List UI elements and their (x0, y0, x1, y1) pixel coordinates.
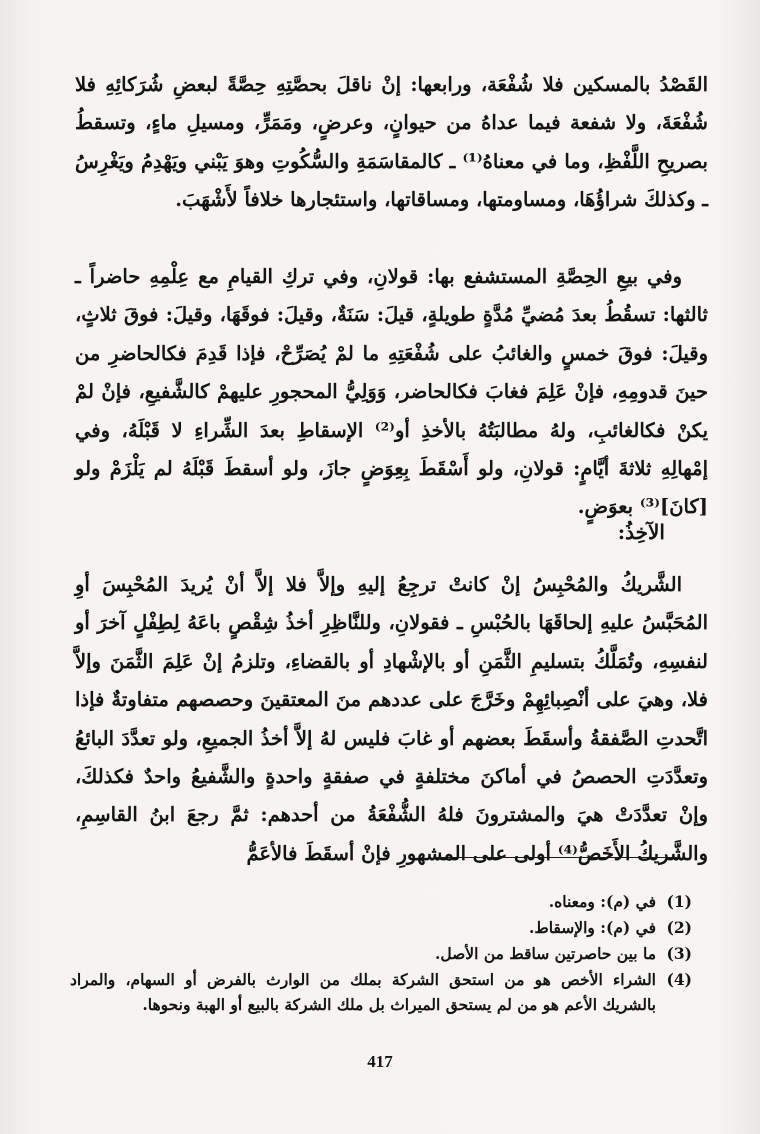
footnote-number: (3) (666, 944, 692, 963)
paragraph-3 (75, 566, 708, 873)
paragraph-1-text: القَصْدُ بالمسكين فلا شُفْعَة، ورابعها: إنْ ناقلَ بحصَّتِهِ حِصَّةً لبعضِ شُرَكائِهِ فلا شُفْعَةَ، ولا شفعة فيما عداهُ من حيوانٍ، وعرضٍ، ومَمَرٍّ، ومسيلِ ماءٍ، وتسقطُ بصريحِ اللَّفْظِ، وما في معناهُ⁽¹⁾ ـ كالمقاسَمَةِ والسُّكُوتِ وهوَ يَبْني ويَهْدِمُ ويَغْرِسُ ـ وكذلكَ شراؤُهَا، ومساومتها، ومساقاتها، واستئجارها خلافاً لأَشْهَبَ. (75, 73, 708, 212)
footnotes (70, 890, 692, 1019)
footnote-text: الشراء الأخص هو من استحق الشركة بملك من الوارث بالفرض أو السهام، والمراد بالشريك الأعم هو من لم يستحق الميراث بل ملك الشركة بالبيع أو الهبة ونحوها. (70, 970, 656, 1014)
footnote (70, 968, 692, 1017)
footnote-text: في (م): ومعناه. (548, 892, 656, 911)
page-number: 417 (367, 1052, 393, 1071)
footnote-number: (4) (666, 970, 692, 989)
footnote (70, 916, 692, 941)
paragraph-1 (75, 66, 708, 220)
footnote-text: ما بين حاصرتين ساقط من الأصل. (435, 944, 656, 963)
footnote-text: في (م): والإسقاط. (528, 918, 656, 937)
footnote-separator (435, 857, 677, 858)
paragraph-3-text: الشَّريكُ والمُحْبِسُ إنْ كانتْ ترجِعُ إليهِ وإلاَّ فلا إلاَّ أنْ يُريدَ المُحْبِسَ أوِ المُحَبَّسُ عليهِ إلحاقَهَا بالحُبْسِ ـ فقولانِ، وللنَّاظِرِ أخذُ شِقْصٍ باعَهُ لِطِفْلٍ آخرَ أو لنفسِهِ، وتُمَلَّكُ بتسليمِ الثَّمَنِ أو بالإشْهادِ أو بالقضاءِ، وتلزمُ إنْ عَلِمَ الثَّمَنَ وإلاَّ فلا، وهيَ على أنْصِبائِهِمْ وخَرَّجَ على عددهم منَ المعتقينَ وحصصهم متفاوتةٌ فإذا اتَّحدتِ الصَّفقةُ وأسقَطَ بعضهم أو غابَ فليس لهُ إلاَّ أخذُ الجميعِ، ولو تعدَّدَ البائعُ وتعدَّدَتِ الحصصُ في أماكنَ مختلفةٍ في صفقةٍ واحدةٍ والشَّفيعُ واحدٌ فكذلكَ، وإنْ تعدَّدَتْ هيَ والمشترونَ فلهُ الشُّفْعَةُ من أحدهم: ثمَّ رجعَ ابنُ القاسِمِ، والشَّريكُ الأَخَصُّ⁽⁴⁾ أولى على المشهورِ فإنْ أسقَطَ فالأعَمُّ (75, 573, 708, 865)
footnote-number: (2) (666, 918, 692, 937)
paragraph-2 (75, 258, 708, 527)
paragraph-2-text: وفي بيعِ الحِصَّةِ المستشفع بها: قولانِ، وفي تركِ القيامِ مع عِلْمِهِ حاضراً ـ ثالثها: تسقُطُ بعدَ مُضيِّ مُدَّةٍ طويلةٍ، قيلَ: سَنَةٌ، وقيلَ: فوقَهَا، وقيلَ: فوقَ ثلاثٍ، وقيلَ: فوقَ خمسٍ والغائبُ على شُفْعَتِهِ ما لمْ يُصَرِّحْ، فإذا قَدِمَ فكالحاضرِ من حينَ قدومِهِ، فإنْ عَلِمَ فغابَ فكالحاضر، وَوَلِيُّ المحجورِ عليهمْ كالشَّفيعِ، فإنْ لمْ يكنْ فكالغائبِ، ولهُ مطالبَتُهُ بالأخذِ أو⁽²⁾ الإسقاطِ بعدَ الشِّراءِ لا قَبْلَهُ، وفي إمْهالِهِ ثلاثةَ أيَّامٍ: قولانِ، ولو أَسْقَطَ بِعِوَضٍ جازَ، ولو أسقطَ قَبْلَهُ لم يَلْزَمْ ولو [كانَ]⁽³⁾ بعوَضٍ. (75, 265, 708, 519)
footnote (70, 890, 692, 915)
footnote (70, 942, 692, 967)
footnote-number: (1) (666, 892, 692, 911)
section-heading: الآخِذُ: (617, 520, 665, 544)
